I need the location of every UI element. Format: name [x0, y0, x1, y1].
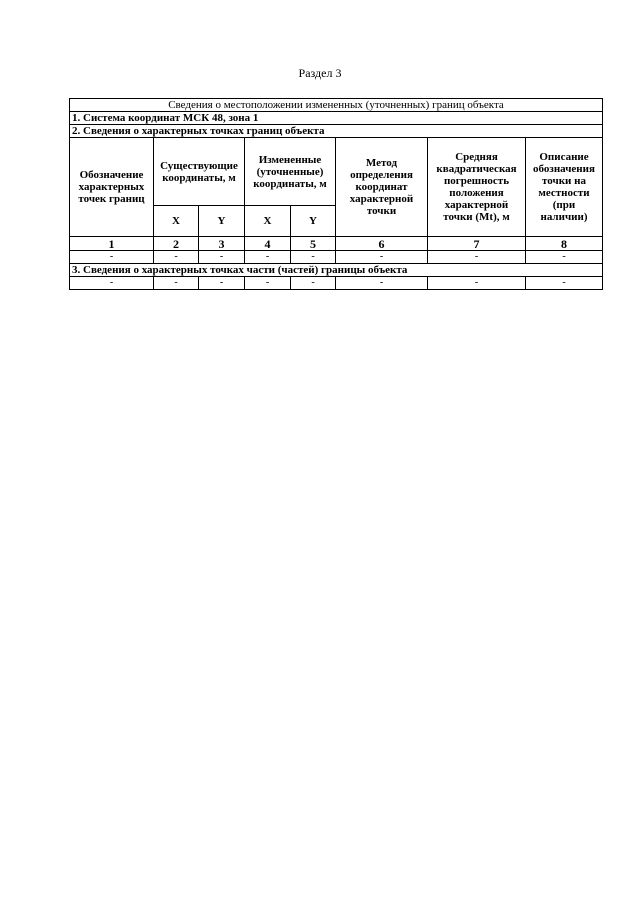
parts-row: [70, 277, 603, 290]
table-cell: -: [70, 277, 154, 290]
points-section-title: 2. Сведения о характерных точках границ объекта: [70, 125, 603, 138]
table-cell: -: [291, 277, 336, 290]
points-row: [70, 251, 603, 264]
column-numbers-row: [70, 237, 603, 251]
column-number: 4: [245, 237, 291, 251]
parts-section-title: 3. Сведения о характерных точках части (частей) границы объекта: [70, 264, 603, 277]
column-number: 3: [199, 237, 245, 251]
column-number: 1: [70, 237, 154, 251]
column-number: 5: [291, 237, 336, 251]
header-existing-coords: Существующие координаты, м: [154, 138, 245, 206]
column-number: 7: [428, 237, 526, 251]
header-accuracy: Средняя квадратическая погрешность положения характерной точки (Mt), м: [428, 138, 526, 237]
table-cell: -: [70, 251, 154, 264]
header-changed-x: X: [245, 206, 291, 237]
boundaries-table: [69, 98, 603, 290]
header-changed-coords: Измененные (уточненные) координаты, м: [245, 138, 336, 206]
table-cell: -: [154, 277, 199, 290]
table-cell: -: [428, 251, 526, 264]
header-description: Описание обозначения точки на местности (при наличии): [526, 138, 603, 237]
header-point-designation: Обозначение характерных точек границ: [70, 138, 154, 237]
header-existing-y: Y: [199, 206, 245, 237]
table-cell: -: [526, 277, 603, 290]
header-changed-y: Y: [291, 206, 336, 237]
section-title: Раздел 3: [298, 66, 342, 80]
table-cell: -: [291, 251, 336, 264]
table-cell: -: [154, 251, 199, 264]
table-cell: -: [428, 277, 526, 290]
header-existing-x: X: [154, 206, 199, 237]
table-cell: -: [199, 251, 245, 264]
column-number: 8: [526, 237, 603, 251]
table-cell: -: [245, 277, 291, 290]
table-cell: -: [199, 277, 245, 290]
column-number: 2: [154, 237, 199, 251]
column-number: 6: [336, 237, 428, 251]
table-cell: -: [526, 251, 603, 264]
table-cell: -: [336, 277, 428, 290]
coord-system: 1. Система координат МСК 48, зона 1: [70, 112, 603, 125]
table-cell: -: [336, 251, 428, 264]
table-caption: Сведения о местоположении измененных (уточненных) границ объекта: [70, 99, 603, 112]
table-cell: -: [245, 251, 291, 264]
header-method: Метод определения координат характерной точки: [336, 138, 428, 237]
